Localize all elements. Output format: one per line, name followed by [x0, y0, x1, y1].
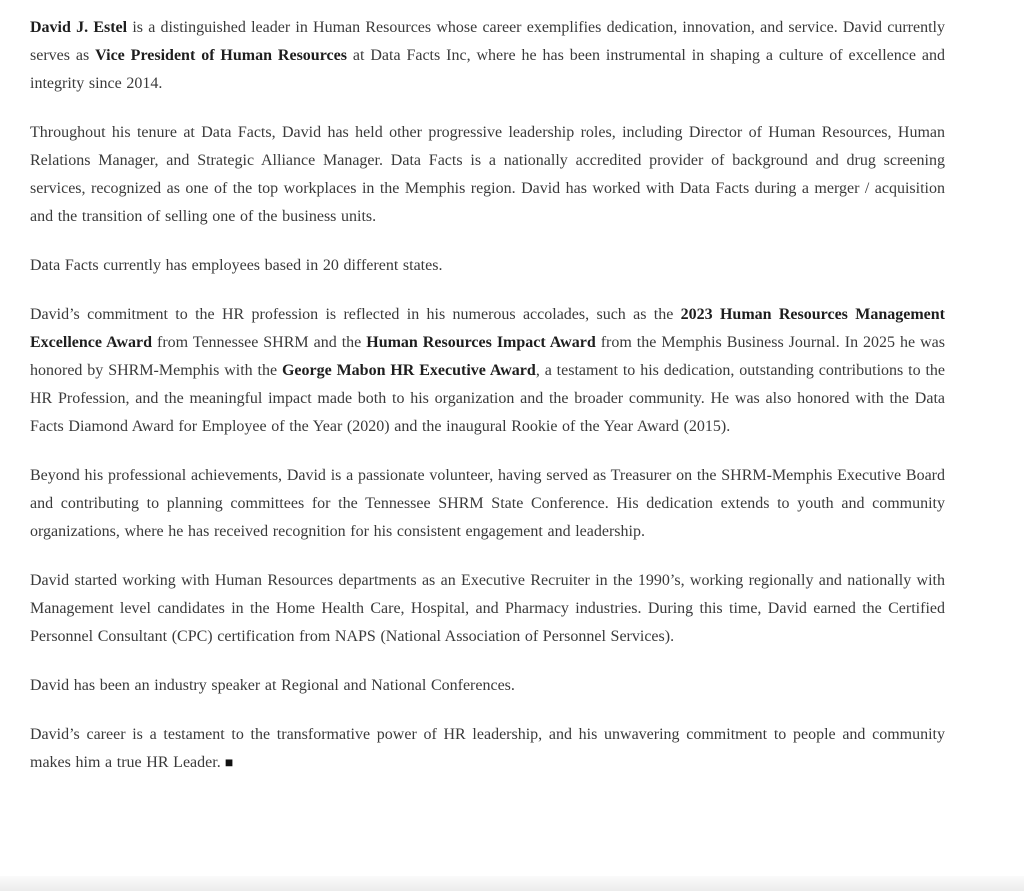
paragraph-4-segment-3: from Tennessee SHRM and the — [152, 334, 367, 351]
paragraph-1-segment-4: at Data Facts Inc, where he has been instrumental in shaping a culture of excellence and integrity since 2014. — [30, 47, 945, 92]
paragraph-4-segment-1: David’s commitment to the HR profession is reflected in his numerous accolades, such as the — [30, 306, 681, 323]
paragraph-2 — [30, 119, 945, 231]
paragraph-4-segment-2: 2023 Human Resources Management Excellence Award — [30, 306, 945, 351]
paragraph-5 — [30, 462, 945, 546]
paragraph-6-segment-1: David started working with Human Resources departments as an Executive Recruiter in the 1990’s, working regionally and nationally with Management level candidates in the Home Health Care, Hospital, and Pharmacy industries. During this time, David earned the Certified Personnel Consultant (CPC) certification from NAPS (National Association of Personnel Services). — [30, 572, 945, 645]
paragraph-4 — [30, 301, 945, 441]
paragraph-8 — [30, 721, 945, 778]
article-body — [30, 14, 945, 778]
paragraph-4-segment-4: Human Resources Impact Award — [366, 334, 596, 351]
paragraph-6 — [30, 567, 945, 651]
paragraph-1-segment-1: David J. Estel — [30, 19, 128, 36]
paragraph-5-segment-1: Beyond his professional achievements, David is a passionate volunteer, having served as Treasurer on the SHRM-Memphis Executive Board and contributing to planning committees for the Tennessee SHRM State Conference. His dedication extends to youth and community organizations, where he has received recognition for his consistent engagement and leadership. — [30, 467, 945, 540]
paragraph-3 — [30, 252, 945, 280]
paragraph-2-segment-1: Throughout his tenure at Data Facts, David has held other progressive leadership roles, including Director of Human Resources, Human Relations Manager, and Strategic Alliance Manager. Data Facts is a nationally accredited provider of background and drug screening services, recognized as one of the top workplaces in the Memphis region. David has worked with Data Facts during a merger / acquisition and the transition of selling one of the business units. — [30, 124, 945, 225]
paragraph-3-segment-1: Data Facts currently has employees based in 20 different states. — [30, 257, 443, 274]
paragraph-1 — [30, 14, 945, 98]
paragraph-4-segment-7: , a testament to his dedication, outstanding contributions to the HR Profession, and the meaningful impact made both to his organization and the broader community. He was also honored with the Data Facts Diamond Award for Employee of the Year (2020) and the inaugural Rookie of the Year Award (2015). — [30, 362, 945, 435]
paragraph-4-segment-6: George Mabon HR Executive Award — [281, 362, 536, 379]
paragraph-1-segment-3: Vice President of Human Resources — [95, 47, 347, 64]
paragraph-7-segment-1: David has been an industry speaker at Regional and National Conferences. — [30, 677, 515, 694]
paragraph-4-segment-5: from the Memphis Business Journal. In 2025 he was honored by SHRM-Memphis with the — [30, 334, 946, 379]
paragraph-7 — [30, 672, 945, 700]
end-of-article-mark-icon: ■ — [220, 756, 234, 771]
viewport-bottom-edge — [0, 876, 1024, 891]
paragraph-1-segment-2: is a distinguished leader in Human Resources whose career exemplifies dedication, innovation, and service. David currently serves as — [30, 19, 945, 64]
paragraph-8-segment-1: David’s career is a testament to the transformative power of HR leadership, and his unwavering commitment to people and community makes him a true HR Leader. — [30, 726, 945, 771]
